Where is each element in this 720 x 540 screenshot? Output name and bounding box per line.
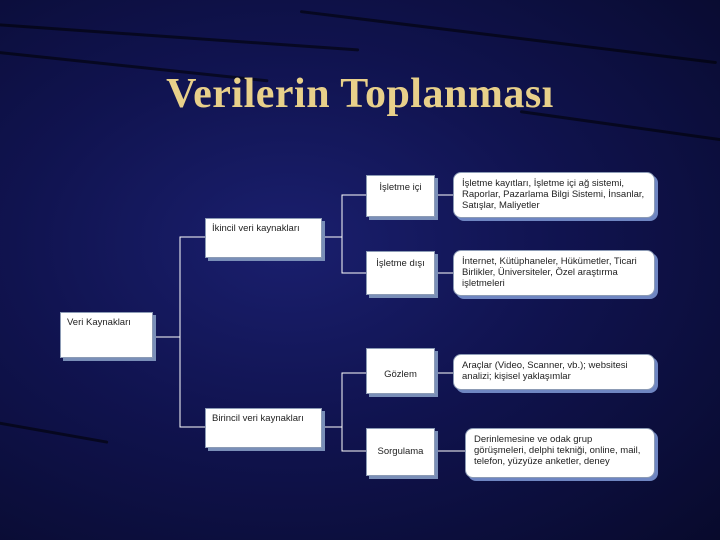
connector-root-branch (153, 237, 205, 427)
node-observation (366, 348, 435, 394)
node-root (60, 312, 153, 358)
detail-observation-text: Araçlar (Video, Scanner, vb.); websitesi analizi; kişisel yaklaşımlar (462, 360, 628, 382)
node-external-label: İşletme dışı (376, 258, 425, 269)
node-survey-label: Sorgulama (377, 446, 424, 457)
node-observation-label: Gözlem (384, 369, 417, 380)
detail-external-text: İnternet, Kütüphaneler, Hükümetler, Ticari Birlikler, Üniversiteler, Özel araştırma işletmeleri (462, 256, 637, 289)
node-primary-label: Birincil veri kaynakları (212, 413, 304, 424)
detail-external (453, 250, 655, 296)
connector-primary-branch (322, 373, 366, 451)
slide-title: Verilerin Toplanması (166, 71, 554, 117)
detail-internal-text: İşletme kayıtları, İşletme içi ağ sistemi, Raporlar, Pazarlama Bilgi Sistemi, İnsanlar, Satışlar, Maliyetler (462, 178, 645, 211)
node-survey (366, 428, 435, 476)
node-primary (205, 408, 322, 448)
detail-survey-text: Derinlemesine ve odak grup görüşmeleri, delphi tekniği, online, mail, telefon, yüzyüze anketler, deney (474, 434, 641, 467)
node-internal-label: İşletme içi (379, 182, 422, 193)
node-root-label: Veri Kaynakları (67, 317, 131, 328)
detail-internal (453, 172, 655, 218)
detail-survey (465, 428, 655, 478)
node-external (366, 251, 435, 295)
detail-observation (453, 354, 655, 390)
node-secondary-label: İkincil veri kaynakları (212, 223, 300, 234)
node-secondary (205, 218, 322, 258)
node-internal (366, 175, 435, 217)
connector-secondary-branch (322, 195, 366, 273)
